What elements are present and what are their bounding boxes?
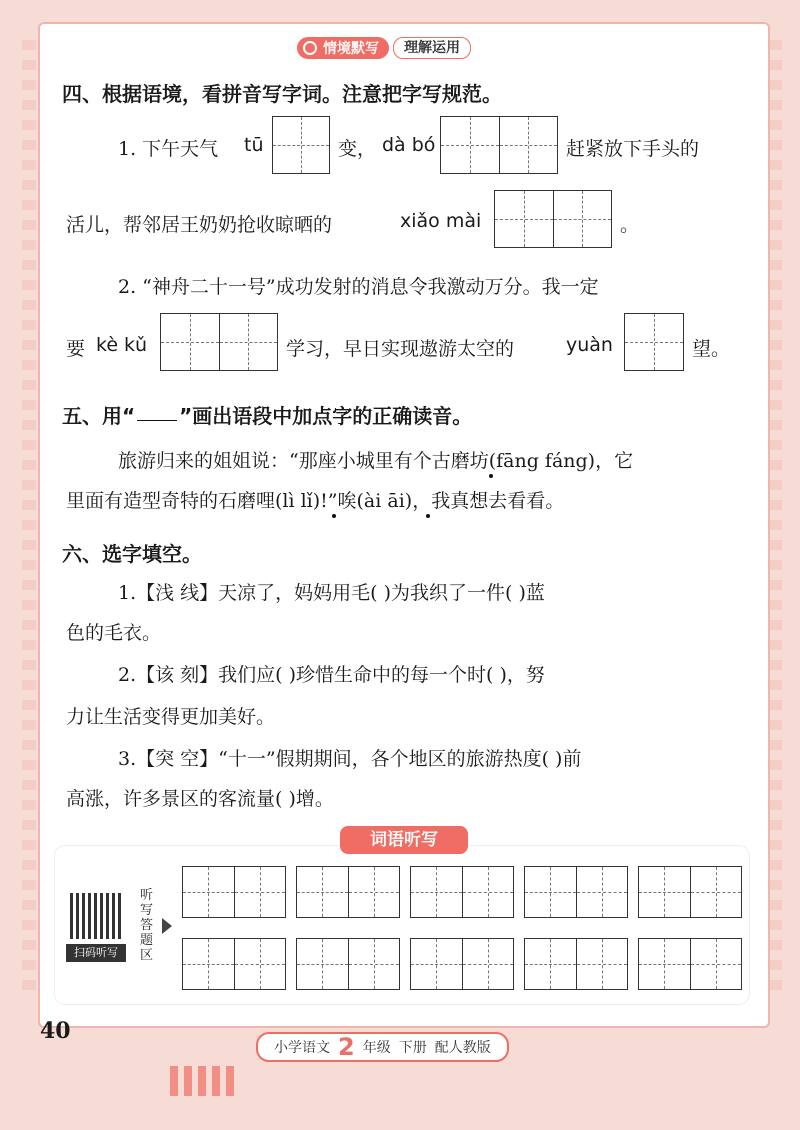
q2-text-d: 望。 (692, 338, 731, 360)
writing-grid-4[interactable] (160, 313, 278, 371)
emphasis-dot (426, 514, 430, 518)
blank-underline (137, 420, 177, 421)
section5-title-b: ”画出语段中加点字的正确读音。 (179, 404, 473, 428)
q1-text-d: 活儿，帮邻居王奶奶抢收晾晒的 (66, 214, 333, 236)
q1-pinyin-3: xiǎo mài (400, 210, 482, 232)
arrow-right-icon (162, 918, 172, 934)
q2-text-a: 2. “神舟二十一号”成功发射的消息令我激动万分。我一定 (118, 276, 599, 298)
dictation-grid[interactable] (296, 938, 400, 990)
section5-line-1: 旅游归来的姐姐说：“那座小城里有个古磨坊(fāng fáng)，它 (118, 450, 634, 472)
dictation-grid[interactable] (182, 938, 286, 990)
footer-subject: 小学语文 (274, 1040, 330, 1056)
dictation-grid[interactable] (410, 866, 514, 918)
decorative-border-left (22, 40, 36, 1000)
dictation-grid[interactable] (410, 938, 514, 990)
dictation-grid[interactable] (182, 866, 286, 918)
q1-text-b: 变， (338, 138, 377, 160)
dictation-grid[interactable] (296, 866, 400, 918)
q2-pinyin-1: kè kǔ (96, 334, 148, 356)
section6-q3-line-b: 高涨，许多景区的客流量( )增。 (66, 788, 334, 810)
qr-label: 扫码听写 (66, 944, 126, 962)
decorative-border-right (768, 40, 782, 1000)
emphasis-dot (332, 514, 336, 518)
writing-grid-3[interactable] (494, 190, 612, 248)
section6-q2-line-a: 2.【该 刻】我们应( )珍惜生命中的每一个时( )，努 (118, 664, 545, 686)
q1-text-a: 1. 下午天气 (118, 138, 219, 160)
writing-grid-2[interactable] (440, 116, 558, 174)
dictation-grid[interactable] (638, 938, 742, 990)
dictation-grid[interactable] (524, 938, 628, 990)
section-header (297, 36, 471, 60)
answer-area-label: 听写答题区 (140, 888, 154, 963)
q1-text-c: 赶紧放下手头的 (566, 138, 700, 160)
section5-title-a: 五、用“ (62, 404, 136, 428)
section6-title: 六、选字填空。 (62, 542, 202, 566)
page-number: 40 (40, 1018, 71, 1044)
footer-volume: 下册 (398, 1040, 427, 1056)
header-right-label: 理解运用 (393, 37, 471, 59)
footer-edition: 配人教版 (434, 1040, 491, 1056)
q1-text-e: 。 (620, 214, 640, 236)
header-pill (297, 37, 389, 59)
emphasis-dot (489, 474, 493, 478)
section6-q3-line-a: 3.【突 空】“十一”假期期间，各个地区的旅游热度( )前 (118, 748, 582, 770)
section6-q2-line-b: 力让生活变得更加美好。 (66, 706, 276, 728)
qr-code-icon[interactable] (70, 893, 122, 939)
section4-title: 四、根据语境，看拼音写字词。注意把字写规范。 (62, 82, 502, 106)
section5-title (62, 400, 472, 429)
q1-pinyin-1: tū (244, 134, 264, 156)
header-left-label: 情境默写 (323, 41, 379, 57)
dictation-banner: 词语听写 (340, 826, 468, 854)
q2-text-c: 学习，早日实现遨游太空的 (286, 338, 515, 360)
dictation-grid[interactable] (524, 866, 628, 918)
section6-q1-line-a: 1.【浅 线】天凉了，妈妈用毛( )为我织了一件( )蓝 (118, 582, 545, 604)
dictation-grid[interactable] (638, 866, 742, 918)
footer-grade: 年级 (362, 1040, 391, 1056)
writing-grid-5[interactable] (624, 313, 684, 371)
badge-icon (303, 41, 317, 55)
section5-line-2: 里面有造型奇特的石磨哩(lì lǐ)!”唉(ài āi)，我真想去看看。 (66, 490, 565, 512)
q1-pinyin-2: dà bó (382, 134, 436, 156)
q2-pinyin-2: yuàn (566, 334, 613, 356)
q2-text-b: 要 (66, 338, 86, 360)
section6-q1-line-b: 色的毛衣。 (66, 622, 162, 644)
footer-grade-number: 2 (338, 1033, 355, 1061)
writing-grid-1[interactable] (272, 116, 330, 174)
footer-bar (256, 1032, 509, 1062)
decorative-stripes (170, 1066, 240, 1096)
